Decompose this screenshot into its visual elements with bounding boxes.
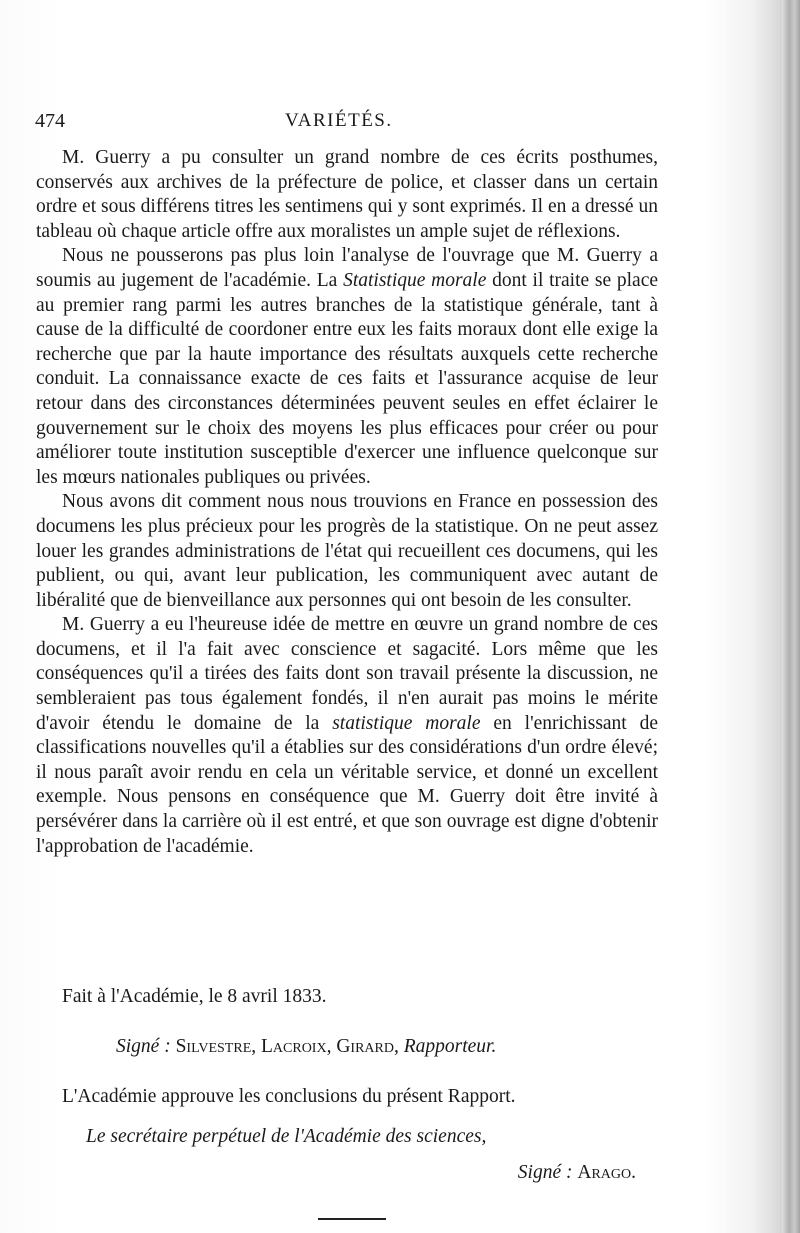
date-line: Fait à l'Académie, le 8 avril 1833.: [62, 986, 327, 1007]
signed-prefix: Signé :: [116, 1036, 176, 1057]
arago-line: [36, 1162, 638, 1184]
closing-rule: [318, 1218, 386, 1220]
paragraph-4-text-a: M. Guerry a eu l'heureuse idée de mettre en œuvre un grand nombre de ces documens, et il l'a fait avec conscience et sagacité. Lors même que les conséquences qu'il a tirées des faits dont son travail présente la discussion, ne sembleraient pas tous également fondés, il n'en aurait pas moins le mérite d'avoir étendu le domaine de la: [36, 614, 658, 734]
page-number: 474: [35, 110, 65, 132]
signatory-names: Silvestre, Lacroix, Girard,: [175, 1036, 404, 1057]
rapporteur-label: Rapporteur.: [403, 1036, 497, 1057]
approval-line: L'Académie approuve les conclusions du présent Rapport.: [62, 1086, 516, 1107]
secretary-line: Le secrétaire perpétuel de l'Académie des sciences,: [86, 1126, 487, 1147]
signatories-line: [36, 1036, 738, 1058]
paragraph-2-italic: Statistique morale: [343, 269, 487, 291]
page-header: [35, 110, 660, 136]
running-head: VARIÉTÉS.: [285, 110, 393, 131]
arago-prefix: Signé :: [517, 1162, 578, 1183]
paragraph-4-italic: statistique morale: [332, 712, 481, 734]
paragraph-4-text-b: en l'enrichissant de classifications nouvelles qu'il a établies sur des considérations d'un ordre élevé; il nous paraît avoir rendu en cela un véritable service, et donné un excellent exemple. Nous pensons en conséquence que M. Guerry doit être invité à persévérer dans la carrière où il est entré, et que son ouvrage est digne d'obtenir l'approbation de l'académie.: [36, 712, 658, 857]
page-edge-shadow: [782, 0, 800, 1233]
paragraph-2-text-a: Nous ne pousserons pas plus loin l'analyse de l'ouvrage que M. Guerry a soumis au jugement de l'académie. La: [36, 245, 658, 291]
arago-name: Arago.: [577, 1162, 636, 1183]
paragraph-2-text-b: dont il traite se place au premier rang parmi les autres branches de la statistique générale, tant à cause de la difficulté de coordoner entre eux les faits moraux dont elle exige la recherche que par la haute importance des résultats auxquels cette recherche conduit. La connaissance exacte de ces faits et l'assurance acquise de leur retour dans des circonstances déterminées peuvent seules en effet éclairer le gouvernement sur le choix des moyens les plus efficaces pour créer ou pour améliorer toute institution susceptible d'exercer une influence quelconque sur les mœurs nationales publiques ou privées.: [36, 269, 659, 488]
body-text: [36, 146, 658, 859]
paragraph-2: [36, 244, 658, 490]
paragraph-4: [36, 613, 658, 859]
paragraph-3: Nous avons dit comment nous nous trouvions en France en possession des documens les plus précieux pour les progrès de la statistique. On ne peut assez louer les grandes administrations de l'état qui recueillent ces documens, qui les publient, ou qui, avant leur publication, les communiquent avec autant de libéralité que de bienveillance aux personnes qui ont besoin de les consulter.: [36, 491, 658, 611]
paragraph-1: M. Guerry a pu consulter un grand nombre de ces écrits posthumes, conservés aux archives de la préfecture de police, et classer dans un certain ordre et sous différens titres les sentimens qui y sont exprimés. Il en a dressé un tableau où chaque article offre aux moralistes un ample sujet de réflexions.: [36, 147, 658, 242]
